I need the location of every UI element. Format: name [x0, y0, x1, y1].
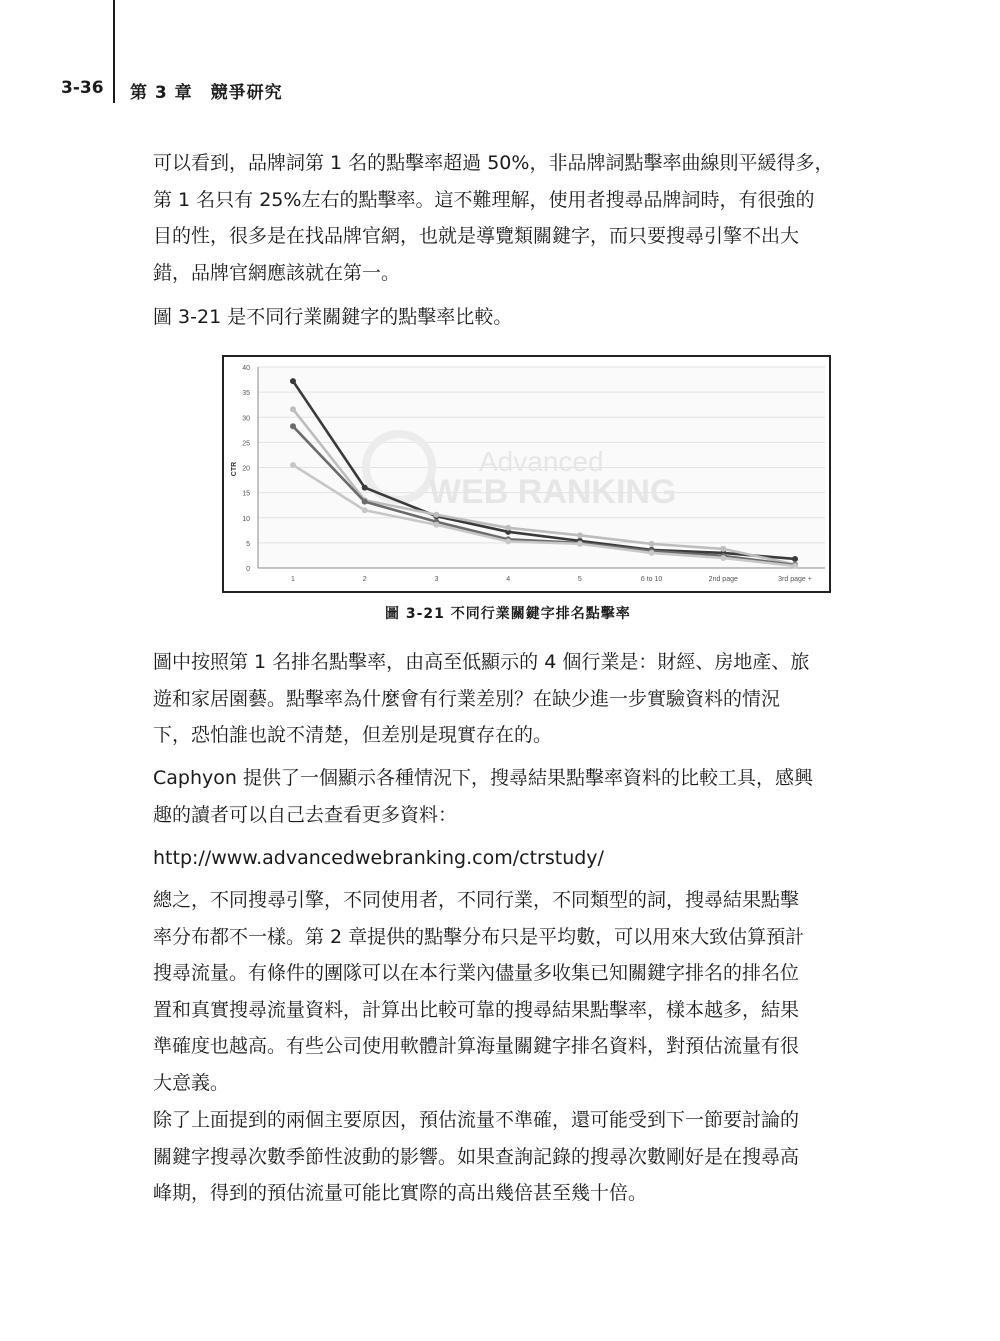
paragraph-2 — [153, 299, 893, 336]
data-point — [290, 423, 296, 429]
text-line: 置和真實搜尋流量資料，計算出比較可靠的搜尋結果點擊率，樣本越多，結果 — [153, 998, 800, 1021]
data-point — [577, 541, 583, 547]
watermark-text: Advanced — [479, 446, 604, 477]
text-line: 錯，品牌官網應該就在第一。 — [153, 261, 401, 284]
paragraph-6 — [153, 882, 893, 1102]
text-line: 目的性，很多是在找品牌官網，也就是導覽類關鍵字，而只要搜尋引擎不出大 — [153, 225, 800, 248]
text-line: 圖中按照第 1 名排名點擊率，由高至低顯示的 4 個行業是：財經、房地產、旅 — [153, 651, 810, 673]
header-rule — [113, 0, 115, 103]
ctr-line-chart — [224, 357, 829, 591]
text-line: 總之，不同搜尋引擎，不同使用者，不同行業，不同類型的詞，搜尋結果點擊 — [153, 889, 800, 911]
x-tick-label: 2nd page — [708, 576, 738, 583]
paragraph-4 — [153, 760, 893, 833]
y-tick-label: 35 — [242, 390, 250, 398]
x-tick-label: 1 — [291, 576, 295, 583]
data-point — [720, 546, 726, 552]
page-number: 3-36 — [61, 78, 104, 98]
x-tick-label: 6 to 10 — [640, 576, 663, 583]
y-tick-label: 5 — [246, 540, 250, 548]
text-line: 峰期，得到的預估流量可能比實際的高出幾倍甚至幾十倍。 — [153, 1182, 648, 1205]
data-point — [362, 499, 368, 505]
y-tick-label: 0 — [246, 566, 250, 573]
watermark-text: WEB RANKING — [429, 473, 677, 511]
y-tick-label: 20 — [242, 465, 250, 473]
text-line: Caphyon 提供了一個顯示各種情況下，搜尋結果點擊率資料的比較工具，感興 — [153, 767, 813, 789]
text-line: 下，恐怕誰也說不清楚，但差別是現實存在的。 — [153, 724, 553, 747]
data-point — [649, 550, 655, 556]
data-point — [720, 555, 726, 561]
data-point — [362, 507, 368, 513]
text-line: 搜尋流量。有條件的團隊可以在本行業內儘量多收集已知關鍵字排名的排名位 — [153, 962, 800, 985]
text-line: 率分布都不一樣。第 2 章提供的點擊分布只是平均數，可以用來大致估算預計 — [153, 925, 805, 948]
figure-caption: 圖 3-21 不同行業關鍵字排名點擊率 — [385, 606, 631, 622]
data-point — [577, 532, 583, 538]
text-line: 趣的讀者可以自己去查看更多資料： — [153, 803, 458, 826]
paragraph-3 — [153, 644, 893, 754]
url-link[interactable]: http://www.advancedwebranking.com/ctrstudy/ — [153, 847, 604, 869]
text-line: 準確度也越高。有些公司使用軟體計算海量關鍵字排名資料，對預估流量有很 — [153, 1035, 800, 1058]
text-line: 可以看到，品牌詞第 1 名的點擊率超過 50%，非品牌詞點擊率曲線則平緩得多， — [153, 152, 834, 174]
data-point — [290, 378, 296, 384]
text-line: 圖 3-21 是不同行業關鍵字的點擊率比較。 — [153, 306, 513, 328]
x-tick-label: 3rd page + — [778, 576, 812, 583]
paragraph-1 — [153, 145, 893, 291]
data-point — [433, 512, 439, 518]
y-tick-label: 10 — [242, 515, 250, 523]
data-point — [505, 525, 511, 531]
y-tick-label: 30 — [242, 415, 250, 423]
data-point — [433, 522, 439, 528]
x-tick-label: 4 — [506, 576, 511, 583]
text-line: 除了上面提到的兩個主要原因，預估流量不準確，還可能受到下一節要討論的 — [153, 1109, 800, 1131]
paragraph-7 — [153, 1102, 893, 1212]
x-tick-label: 5 — [577, 576, 582, 583]
y-tick-label: 15 — [242, 490, 250, 498]
y-axis-label: CTR — [231, 461, 238, 477]
x-tick-label: 2 — [362, 576, 367, 583]
data-point — [290, 462, 296, 468]
text-line: 第 1 名只有 25%左右的點擊率。這不難理解，使用者搜尋品牌詞時，有很強的 — [153, 188, 815, 211]
data-point — [792, 556, 798, 562]
x-tick-label: 3 — [434, 576, 439, 583]
data-point — [649, 541, 655, 547]
paragraph-5 — [153, 840, 893, 877]
text-line: 關鍵字搜尋次數季節性波動的影響。如果查詢記錄的搜尋次數剛好是在搜尋高 — [153, 1145, 800, 1168]
ctr-chart — [222, 355, 831, 593]
text-line: 大意義。 — [153, 1071, 230, 1094]
data-point — [290, 406, 296, 412]
chapter-title: 第 3 章 競爭研究 — [130, 83, 283, 103]
text-line: 遊和家居園藝。點擊率為什麼會有行業差別？在缺少進一步實驗資料的情況 — [153, 687, 781, 710]
y-tick-label: 40 — [242, 365, 250, 372]
data-point — [505, 538, 511, 544]
y-tick-label: 25 — [242, 440, 250, 448]
data-point — [792, 563, 798, 569]
data-point — [362, 485, 368, 491]
